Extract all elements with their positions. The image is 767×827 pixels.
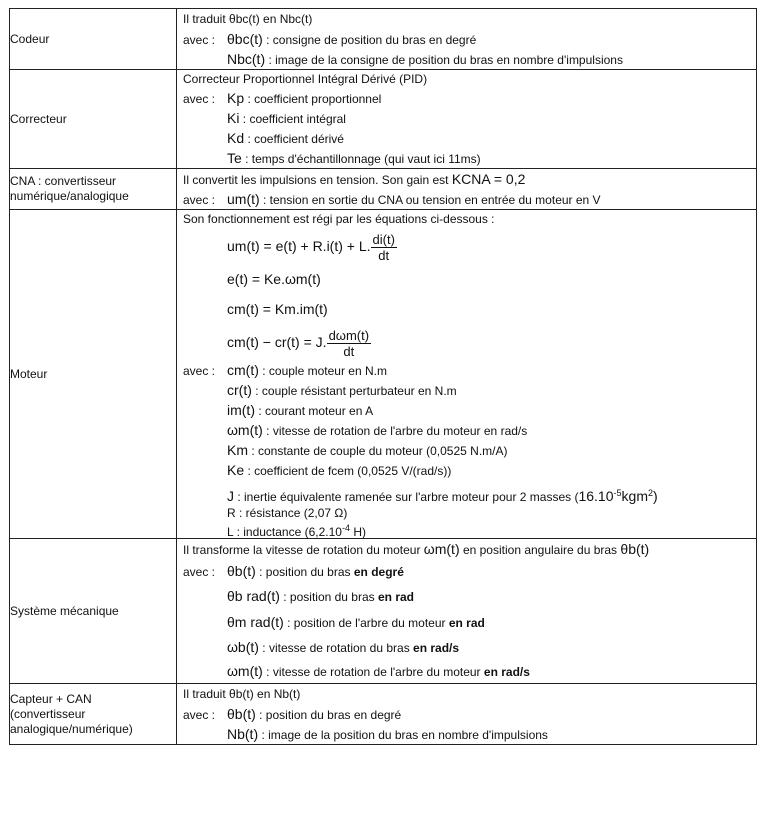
symbol: ωm(t)	[227, 663, 263, 679]
fraction: $\frac{di(t)}{dt}$	[372, 231, 395, 263]
definitions-table	[9, 8, 757, 745]
fraction: $\frac{\text{dωm(t)}}{dt}$	[328, 327, 370, 359]
row-label: Système mécanique	[10, 539, 177, 684]
table-row-moteur	[10, 210, 757, 539]
definition-line: θm rad(t) : position de l'arbre du moteur en rad	[227, 614, 485, 630]
symbol: J	[227, 488, 234, 504]
symbol: θb rad(t)	[227, 588, 280, 604]
symbol: θb(t)	[227, 563, 256, 579]
equation: e(t) = Ke.ωm(t)	[227, 271, 321, 287]
row-text: Il convertit les impulsions en tension. Son gain est KCNA = 0,2	[183, 171, 526, 187]
equation: cm(t) = Km.im(t)	[227, 301, 328, 317]
definition-line: L : inductance ($6,2.10^{-4}$ H)	[227, 523, 366, 539]
symbol: θm rad(t)	[227, 614, 284, 630]
symbol: cr(t)	[227, 382, 252, 398]
symbol: Nb(t)	[227, 726, 259, 742]
row-text: Son fonctionnement est régi par les équations ci-dessous :	[183, 212, 495, 226]
definition-line: Km : constante de couple du moteur (0,0525 N.m/A)	[227, 442, 508, 458]
row-content	[177, 684, 757, 745]
row-text: Il transforme la vitesse de rotation du moteur ωm(t) en position angulaire du bras θb(t)	[183, 541, 650, 557]
row-content	[177, 70, 757, 169]
definition-line: θb rad(t) : position du bras en rad	[227, 588, 414, 604]
row-label: Correcteur	[10, 70, 177, 169]
symbol: θbc(t)	[227, 31, 263, 47]
definition-line: ωm(t) : vitesse de rotation de l'arbre du moteur en rad/s	[227, 422, 528, 438]
row-text: Correcteur Proportionnel Intégral Dérivé (PID)	[183, 72, 428, 86]
symbol: R	[227, 506, 236, 520]
symbol: ωb(t)	[227, 639, 259, 655]
definition-line: Kd : coefficient dérivé	[227, 130, 344, 146]
symbol: Ke	[227, 462, 245, 478]
definition-line: avec : Kp : coefficient proportionnel	[183, 90, 382, 106]
definition-line: avec : θbc(t) : consigne de position du bras en degré	[183, 31, 477, 47]
table-row-correcteur	[10, 70, 757, 169]
symbol: cm(t)	[227, 362, 259, 378]
row-label: CNA : convertisseur numérique/analogique	[10, 169, 177, 210]
symbol: Ki	[227, 110, 240, 126]
symbol: Nbc(t)	[227, 51, 266, 67]
row-label: Moteur	[10, 210, 177, 539]
symbol: Km	[227, 442, 248, 458]
table-row-codeur	[10, 9, 757, 70]
row-label: Capteur + CAN (convertisseur analogique/numérique)	[10, 684, 177, 745]
definition-line: avec : cm(t) : couple moteur en N.m	[183, 362, 387, 378]
definition-line: avec : um(t) : tension en sortie du CNA ou tension en entrée du moteur en V	[183, 191, 601, 207]
row-content	[177, 9, 757, 70]
equation: um(t) = e(t) + R.i(t) + L. $\frac{di(t)}{dt}$	[227, 231, 395, 263]
symbol: Kd	[227, 130, 245, 146]
row-text: Il traduit θbc(t) en Nbc(t)	[183, 12, 313, 26]
row-content	[177, 539, 757, 684]
table-row-capteur-can	[10, 684, 757, 745]
symbol: ωm(t)	[423, 541, 460, 557]
definition-line: Te : temps d'échantillonnage (qui vaut ici 11ms)	[227, 150, 481, 166]
definition-line: Ki : coefficient intégral	[227, 110, 346, 126]
row-content	[177, 210, 757, 539]
equation: cm(t) − cr(t) = J. $\frac{\text{dωm(t)}}{dt}$	[227, 327, 370, 359]
definition-line: cr(t) : couple résistant perturbateur en N.m	[227, 382, 457, 398]
definition-line: ωb(t) : vitesse de rotation du bras en rad/s	[227, 639, 460, 655]
symbol: um(t)	[227, 191, 260, 207]
table-row-cna	[10, 169, 757, 210]
row-label: Codeur	[10, 9, 177, 70]
symbol: Kp	[227, 90, 245, 106]
symbol: Te	[227, 150, 242, 166]
symbol: KCNA = 0,2	[451, 171, 526, 187]
symbol: im(t)	[227, 402, 255, 418]
definition-line: ωm(t) : vitesse de rotation de l'arbre du moteur en rad/s	[227, 663, 530, 679]
definition-line: J : inertie équivalente ramenée sur l'arbre moteur pour 2 masses $(16.10^{-5}kgm^2)$	[227, 488, 658, 504]
definition-line: R : résistance (2,07 Ω)	[227, 506, 348, 520]
definition-line: avec : θb(t) : position du bras en degré	[183, 563, 404, 579]
row-text: Il traduit θb(t) en Nb(t)	[183, 687, 301, 701]
table-row-systeme-mecanique	[10, 539, 757, 684]
definition-line: im(t) : courant moteur en A	[227, 402, 374, 418]
definition-line: Ke : coefficient de fcem (0,0525 V/(rad/s))	[227, 462, 452, 478]
symbol: L	[227, 525, 234, 539]
symbol: θb(t)	[227, 706, 256, 722]
symbol: ωm(t)	[227, 422, 263, 438]
definition-line: avec : θb(t) : position du bras en degré	[183, 706, 402, 722]
symbol: θb(t)	[620, 541, 650, 557]
row-content	[177, 169, 757, 210]
definition-line: Nb(t) : image de la position du bras en nombre d'impulsions	[227, 726, 548, 742]
definition-line: Nbc(t) : image de la consigne de position du bras en nombre d'impulsions	[227, 51, 623, 67]
